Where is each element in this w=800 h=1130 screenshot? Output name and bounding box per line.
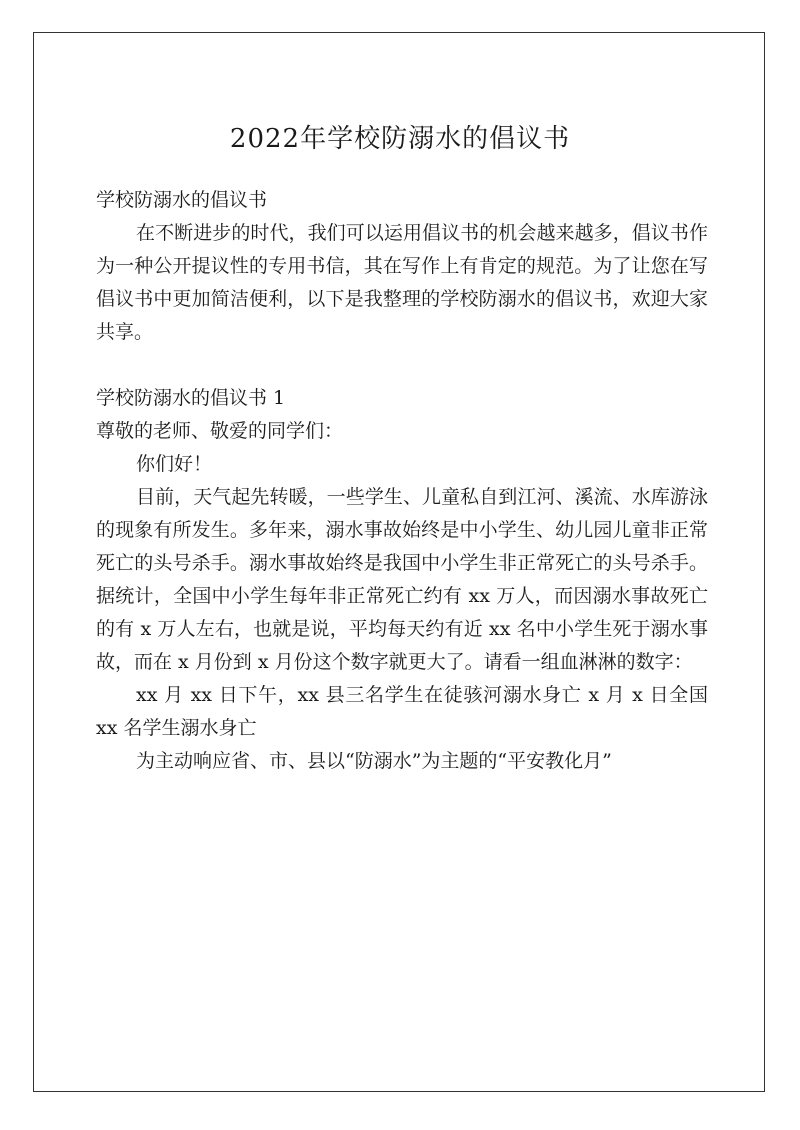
salutation: 尊敬的老师、敬爱的同学们： [96,420,344,442]
section-heading: 学校防溺水的倡议书 1 [96,387,286,409]
intro-paragraph: 在不断进步的时代，我们可以运用倡议书的机会越来越多，倡议书作为一种公开提议性的专用书信，其在写作上有肯定的规范。为了让您在写倡议书中更加简洁便利，以下是我整理的学校防溺水的倡议书，欢迎大家共享。 [96,222,708,343]
document-title: 2022年学校防溺水的倡议书 [229,124,571,154]
body-paragraph-3: 为主动响应省、市、县以“防溺水”为主题的“平安教化月” [136,750,612,772]
body-paragraph-1: 目前，天气起先转暖，一些学生、儿童私自到江河、溪流、水库游泳的现象有所发生。多年来，溺水事故始终是中小学生、幼儿园儿童非正常死亡的头号杀手。溺水事故始终是我国中小学生非正常死亡的头号杀手。据统计，全国中小学生每年非正常死亡约有 xx 万人，而因溺水事故死亡的有 x 万人左右，也就是说，平均每天约有近 xx 名中小学生死于溺水事故，而在 x 月份到 x 月份这个数字就更大了。请看一组血淋淋的数字： [96,486,708,673]
subtitle: 学校防溺水的倡议书 [96,189,268,211]
greeting: 你们好！ [136,453,213,475]
body-paragraph-2: xx 月 xx 日下午，xx 县三名学生在徒骇河溺水身亡 x 月 x 日全国 xx 名学生溺水身亡 [96,684,708,739]
paragraph-gap [96,349,708,382]
document-body [96,184,708,778]
